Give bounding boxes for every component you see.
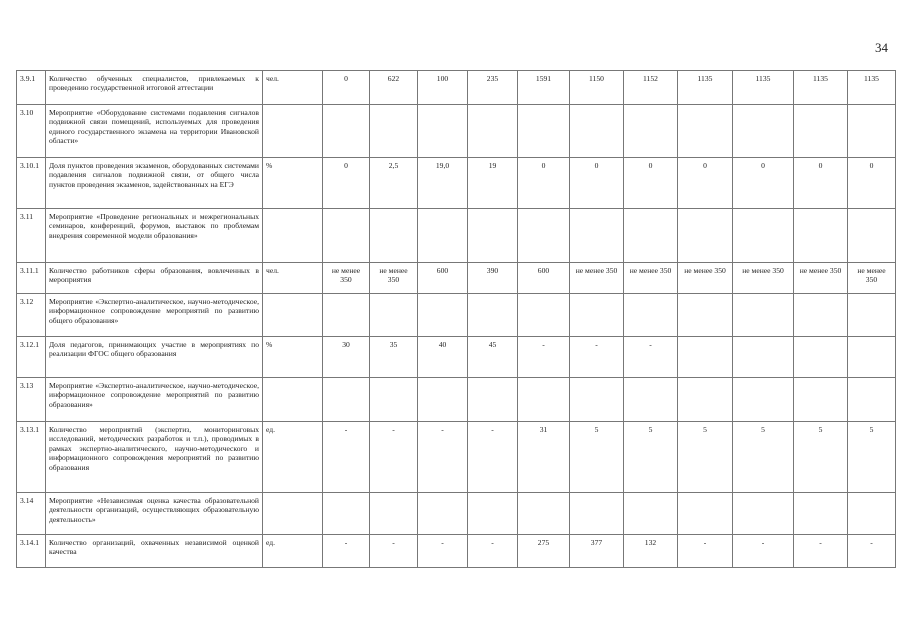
value-cell: 5 [678,422,733,493]
row-unit [263,209,323,263]
value-cell [570,294,624,337]
table-row [17,105,896,158]
value-cell [418,294,468,337]
value-cell [418,209,468,263]
value-cell: не менее 350 [570,263,624,294]
value-cell [418,378,468,422]
value-cell [794,105,848,158]
row-description: Количество мероприятий (экспертиз, мониторинговых исследований, методических разработок и т.п.), проводимых в рамках экспертно-аналитического, научно-методического и информационного сопровождения мероприятий по развитию образования [46,422,263,493]
value-cell [678,209,733,263]
value-cell [678,294,733,337]
value-cell [733,294,794,337]
value-cell: 5 [570,422,624,493]
value-cell [624,209,678,263]
value-cell [518,378,570,422]
row-unit [263,105,323,158]
value-cell [570,378,624,422]
value-cell [570,493,624,535]
value-cell: 2,5 [370,158,418,209]
value-cell: 1135 [794,71,848,105]
value-cell [733,105,794,158]
value-cell: 19,0 [418,158,468,209]
value-cell [794,378,848,422]
row-code: 3.12.1 [17,337,46,378]
table-row [17,535,896,568]
row-unit [263,493,323,535]
value-cell [323,105,370,158]
value-cell: 1591 [518,71,570,105]
row-code: 3.9.1 [17,71,46,105]
value-cell [678,493,733,535]
value-cell [794,337,848,378]
value-cell [418,493,468,535]
row-unit: чел. [263,71,323,105]
value-cell: - [323,535,370,568]
table-row [17,263,896,294]
value-cell [624,105,678,158]
row-code: 3.11 [17,209,46,263]
value-cell [370,105,418,158]
value-cell [518,105,570,158]
value-cell [518,294,570,337]
value-cell: 377 [570,535,624,568]
value-cell: - [418,535,468,568]
value-cell: 600 [518,263,570,294]
table-row [17,422,896,493]
value-cell [678,337,733,378]
row-description: Количество организаций, охваченных независимой оценкой качества [46,535,263,568]
value-cell: 0 [570,158,624,209]
value-cell: - [848,535,896,568]
value-cell: - [370,422,418,493]
table-row [17,493,896,535]
value-cell: 0 [794,158,848,209]
value-cell: 275 [518,535,570,568]
row-unit [263,378,323,422]
value-cell [794,294,848,337]
value-cell: 5 [848,422,896,493]
value-cell: не менее 350 [848,263,896,294]
value-cell: - [468,535,518,568]
value-cell: 132 [624,535,678,568]
value-cell [733,337,794,378]
value-cell [468,493,518,535]
row-description: Мероприятие «Независимая оценка качества образовательной деятельности организаций, осуществляющих образовательную деятельность» [46,493,263,535]
value-cell [733,378,794,422]
value-cell: 0 [518,158,570,209]
row-unit: чел. [263,263,323,294]
value-cell [468,209,518,263]
value-cell [794,209,848,263]
value-cell [848,337,896,378]
value-cell [570,209,624,263]
value-cell [323,209,370,263]
value-cell: 0 [848,158,896,209]
row-code: 3.10.1 [17,158,46,209]
value-cell: 0 [733,158,794,209]
value-cell: - [323,422,370,493]
value-cell: 1135 [678,71,733,105]
value-cell: - [370,535,418,568]
row-code: 3.10 [17,105,46,158]
row-code: 3.11.1 [17,263,46,294]
value-cell: 5 [624,422,678,493]
value-cell: 5 [794,422,848,493]
value-cell: 100 [418,71,468,105]
row-description: Мероприятие «Проведение региональных и межрегиональных семинаров, конференций, форумов, выставок по проблемам внедрения современной модели образования» [46,209,263,263]
value-cell [624,378,678,422]
value-cell: 1150 [570,71,624,105]
value-cell: не менее 350 [794,263,848,294]
value-cell [570,105,624,158]
value-cell: 622 [370,71,418,105]
value-cell [323,294,370,337]
value-cell: 35 [370,337,418,378]
indicators-table [16,70,896,568]
row-code: 3.13 [17,378,46,422]
value-cell: 19 [468,158,518,209]
value-cell: 30 [323,337,370,378]
value-cell: - [518,337,570,378]
value-cell: 45 [468,337,518,378]
row-description: Мероприятие «Экспертно-аналитическое, научно-методическое, информационное сопровождение мероприятий по развитию образования» [46,378,263,422]
value-cell: - [794,535,848,568]
row-unit: % [263,158,323,209]
value-cell: - [418,422,468,493]
value-cell: 0 [323,71,370,105]
value-cell [848,294,896,337]
value-cell: 0 [624,158,678,209]
value-cell [468,378,518,422]
row-code: 3.14 [17,493,46,535]
row-description: Количество работников сферы образования, вовлеченных в мероприятия [46,263,263,294]
page-number: 34 [875,40,888,55]
row-unit: ед. [263,535,323,568]
row-code: 3.12 [17,294,46,337]
value-cell [848,105,896,158]
row-code: 3.13.1 [17,422,46,493]
value-cell [370,378,418,422]
value-cell: - [624,337,678,378]
table-row [17,158,896,209]
row-description: Мероприятие «Экспертно-аналитическое, научно-методическое, информационное сопровождение мероприятий по развитию общего образования» [46,294,263,337]
value-cell [848,209,896,263]
value-cell: 0 [678,158,733,209]
value-cell: не менее 350 [678,263,733,294]
value-cell [624,493,678,535]
value-cell [370,209,418,263]
value-cell [733,209,794,263]
row-unit: ед. [263,422,323,493]
row-description: Доля пунктов проведения экзаменов, оборудованных системами подавления сигналов подвижной связи, от общего числа пунктов проведения экзаменов, задействованных на ЕГЭ [46,158,263,209]
value-cell: не менее 350 [733,263,794,294]
value-cell: - [733,535,794,568]
value-cell [794,493,848,535]
value-cell [848,378,896,422]
value-cell [370,294,418,337]
value-cell [678,378,733,422]
value-cell: - [570,337,624,378]
value-cell [370,493,418,535]
value-cell [468,294,518,337]
value-cell: 600 [418,263,468,294]
value-cell [418,105,468,158]
row-description: Мероприятие «Оборудование системами подавления сигналов подвижной связи помещений, используемых для проведения единого государственного экзамена на территории Ивановской области» [46,105,263,158]
value-cell: не менее 350 [624,263,678,294]
value-cell [733,493,794,535]
table-row [17,337,896,378]
value-cell [678,105,733,158]
value-cell: 0 [323,158,370,209]
table-row [17,71,896,105]
table-row [17,294,896,337]
row-description: Количество обученных специалистов, привлекаемых к проведению государственной итоговой аттестации [46,71,263,105]
table-row [17,209,896,263]
value-cell: 5 [733,422,794,493]
table-row [17,378,896,422]
value-cell [323,378,370,422]
row-code: 3.14.1 [17,535,46,568]
value-cell: 1135 [848,71,896,105]
value-cell: не менее 350 [323,263,370,294]
value-cell: 1152 [624,71,678,105]
value-cell: - [678,535,733,568]
value-cell: - [468,422,518,493]
value-cell [518,209,570,263]
row-description: Доля педагогов, принимающих участие в мероприятиях по реализации ФГОС общего образования [46,337,263,378]
value-cell [624,294,678,337]
row-unit: % [263,337,323,378]
value-cell: не менее 350 [370,263,418,294]
value-cell: 40 [418,337,468,378]
value-cell: 31 [518,422,570,493]
value-cell [323,493,370,535]
value-cell: 390 [468,263,518,294]
value-cell [848,493,896,535]
value-cell: 1135 [733,71,794,105]
row-unit [263,294,323,337]
value-cell [518,493,570,535]
value-cell [468,105,518,158]
value-cell: 235 [468,71,518,105]
